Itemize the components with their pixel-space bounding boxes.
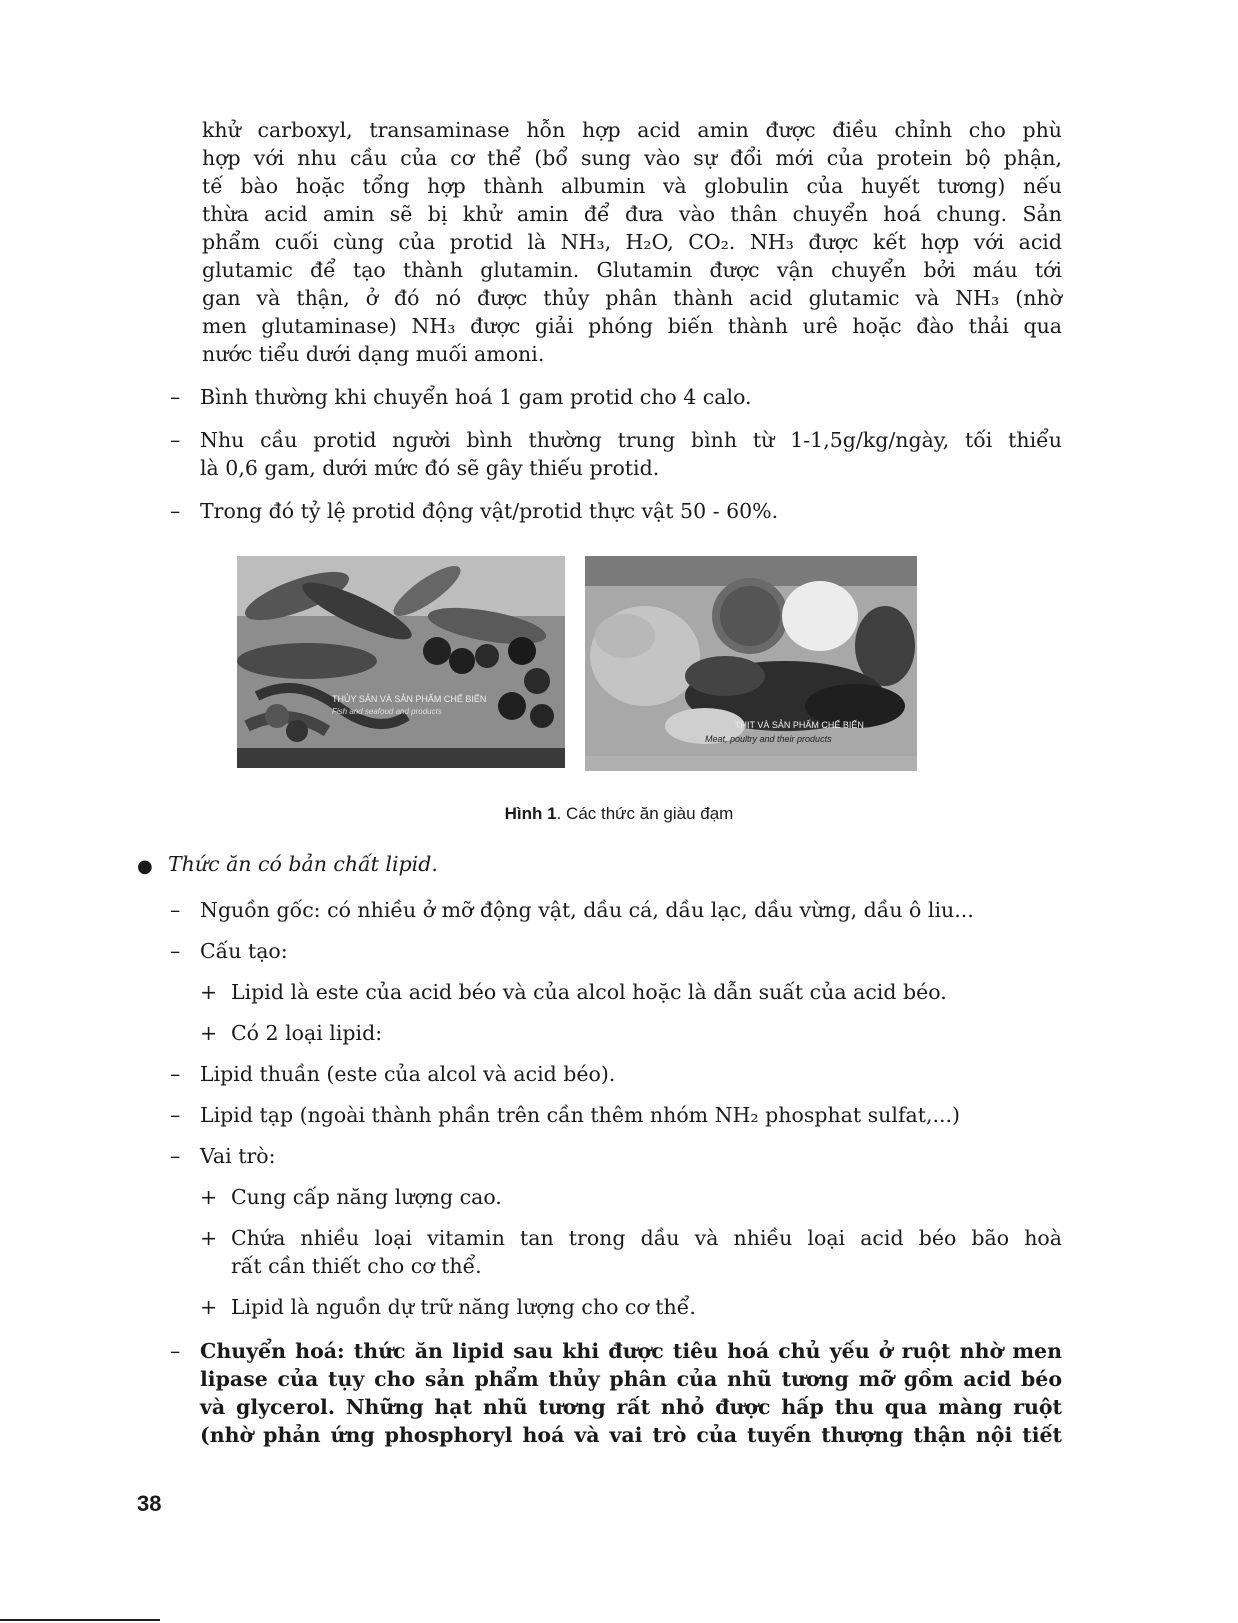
- dash-marker: –: [170, 385, 181, 409]
- text-line: Chuyển hoá: thức ăn lipid sau khi được tiêu hoá chủ yếu ở ruột nhờ men: [200, 1339, 1062, 1363]
- plus-marker: +: [200, 1021, 218, 1045]
- text-line: thừa acid amin sẽ bị khử amin để đưa vào thân chuyển hoá chung. Sản: [202, 202, 1062, 226]
- text-line: hợp với nhu cầu của cơ thể (bổ sung vào sự đổi mới của protein bộ phận,: [202, 146, 1062, 170]
- plus-marker: +: [200, 1295, 218, 1319]
- text-line: khử carboxyl, transaminase hỗn hợp acid amin được điều chỉnh cho phù: [202, 118, 1062, 142]
- section-heading: Thức ăn có bản chất lipid.: [168, 852, 438, 876]
- dash-marker: –: [170, 939, 181, 963]
- page-number: 38: [137, 1491, 162, 1516]
- meat-photo: [585, 556, 917, 771]
- seafood-photo-label-en: Fish and seafood and products: [332, 707, 442, 716]
- list-item-continuation: là 0,6 gam, dưới mức đó sẽ gây thiếu protid.: [200, 456, 660, 480]
- list-item: Bình thường khi chuyển hoá 1 gam protid cho 4 calo.: [200, 385, 752, 409]
- list-item: Lipid tạp (ngoài thành phần trên cần thêm nhóm NH₂ phosphat sulfat,...): [200, 1103, 961, 1127]
- text-line: và glycerol. Những hạt nhũ tương rất nhỏ được hấp thu qua màng ruột: [200, 1395, 1062, 1419]
- figure-caption: [0, 804, 1238, 824]
- seafood-illustration: [237, 556, 565, 768]
- footer-rule: [0, 1619, 160, 1621]
- list-item: Lipid thuần (este của alcol và acid béo).: [200, 1062, 616, 1086]
- bullet-marker: ●: [137, 856, 153, 877]
- text-line: (nhờ phản ứng phosphoryl hoá và vai trò của tuyến thượng thận nội tiết: [200, 1423, 1062, 1447]
- meat-illustration: [585, 556, 917, 771]
- sub-item: Lipid là este của acid béo và của alcol hoặc là dẫn suất của acid béo.: [231, 980, 947, 1004]
- list-item: Nhu cầu protid người bình thường trung bình từ 1-1,5g/kg/ngày, tối thiểu: [200, 428, 1062, 452]
- plus-marker: +: [200, 1226, 218, 1250]
- sub-item: Lipid là nguồn dự trữ năng lượng cho cơ thể.: [231, 1295, 696, 1319]
- paragraph-protid-metabolism: [202, 116, 1062, 368]
- paragraph-lipid-metabolism: [200, 1337, 1062, 1449]
- list-item: Trong đó tỷ lệ protid động vật/protid thực vật 50 - 60%.: [200, 499, 779, 523]
- caption-label: Hình 1: [504, 804, 557, 823]
- list-item: Vai trò:: [200, 1144, 276, 1168]
- text-line: phẩm cuối cùng của protid là NH₃, H₂O, CO₂. NH₃ được kết hợp với acid: [202, 230, 1062, 254]
- seafood-photo-label: THỦY SẢN VÀ SẢN PHẨM CHẾ BIẾN: [332, 694, 487, 704]
- seafood-photo: [237, 556, 565, 768]
- text-line: glutamic để tạo thành glutamin. Glutamin được vận chuyển bởi máu tới: [202, 258, 1062, 282]
- sub-item: Có 2 loại lipid:: [231, 1021, 383, 1045]
- text-line: lipase của tụy cho sản phẩm thủy phân của nhũ tương mỡ gồm acid béo: [200, 1367, 1062, 1391]
- dash-marker: –: [170, 1103, 181, 1127]
- meat-photo-label: THỊT VÀ SẢN PHẨM CHẾ BIẾN: [735, 720, 864, 730]
- dash-marker: –: [170, 1339, 181, 1363]
- sub-item-continuation: rất cần thiết cho cơ thể.: [231, 1254, 482, 1278]
- list-item: Cấu tạo:: [200, 939, 288, 963]
- plus-marker: +: [200, 980, 218, 1004]
- sub-item: Chứa nhiều loại vitamin tan trong dầu và nhiều loại acid béo bão hoà: [231, 1226, 1062, 1250]
- dash-marker: –: [170, 898, 181, 922]
- dash-marker: –: [170, 499, 181, 523]
- text-line: men glutaminase) NH₃ được giải phóng biến thành urê hoặc đào thải qua: [202, 314, 1062, 338]
- dash-marker: –: [170, 1144, 181, 1168]
- meat-photo-label-en: Meat, poultry and their products: [705, 734, 832, 744]
- text-line: nước tiểu dưới dạng muối amoni.: [202, 342, 545, 366]
- text-line: gan và thận, ở đó nó được thủy phân thành acid glutamic và NH₃ (nhờ: [202, 286, 1062, 310]
- dash-marker: –: [170, 428, 181, 452]
- caption-text: . Các thức ăn giàu đạm: [556, 804, 734, 823]
- plus-marker: +: [200, 1185, 218, 1209]
- sub-item: Cung cấp năng lượng cao.: [231, 1185, 502, 1209]
- text-line: tế bào hoặc tổng hợp thành albumin và globulin của huyết tương) nếu: [202, 174, 1062, 198]
- list-item: Nguồn gốc: có nhiều ở mỡ động vật, dầu cá, dầu lạc, dầu vừng, dầu ô liu...: [200, 898, 974, 922]
- dash-marker: –: [170, 1062, 181, 1086]
